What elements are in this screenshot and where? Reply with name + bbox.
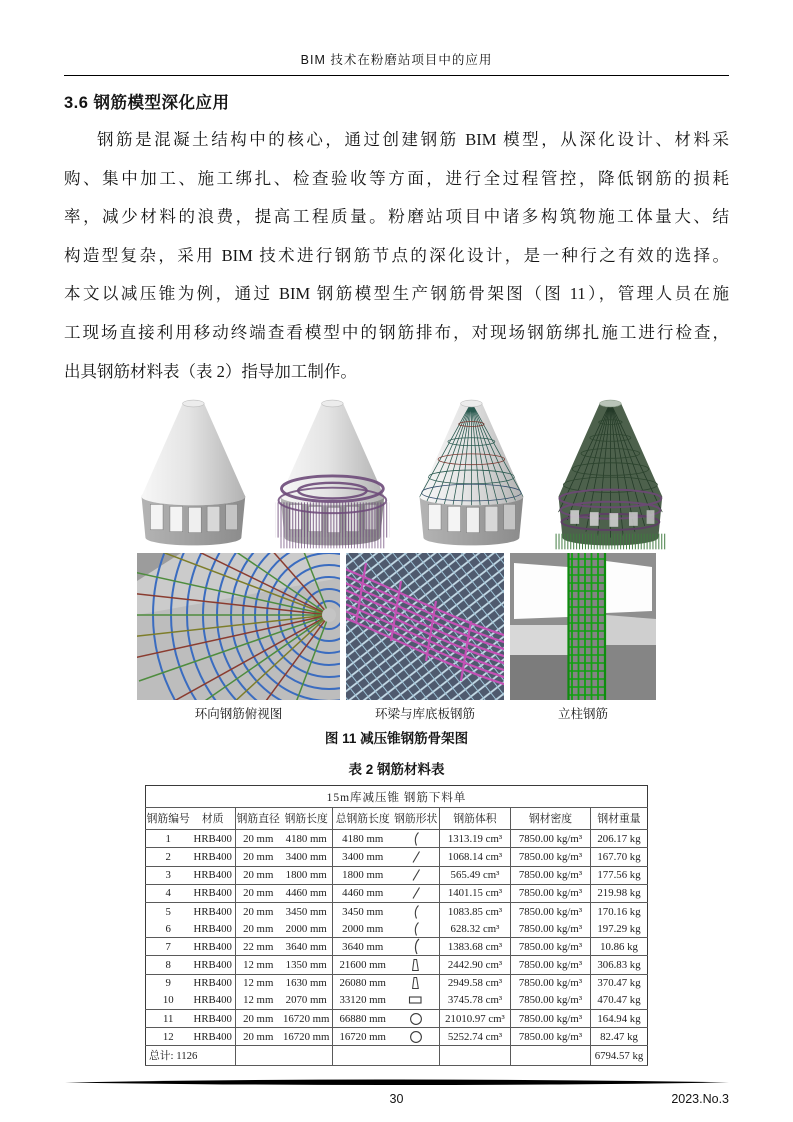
cell-total-length: 1800 mm	[332, 866, 392, 884]
cell-weight: 219.98 kg	[590, 884, 647, 902]
summary-total-weight: 6794.57 kg	[590, 1046, 647, 1066]
table-row	[145, 992, 647, 1010]
cell-shape	[392, 830, 439, 848]
paragraph-line: 工现场直接利用移动终端查看模型中的钢筋排布，对现场钢筋绑扎施工进行检查，	[64, 322, 729, 342]
cell-material: HRB400	[190, 956, 235, 974]
cell-diameter: 20 mm	[235, 920, 280, 938]
ring-beam-slab-rebar-image	[346, 553, 504, 700]
cell-material: HRB400	[190, 866, 235, 884]
cell-density: 7850.00 kg/m³	[510, 848, 590, 866]
running-header: BIM 技术在粉磨站项目中的应用	[64, 50, 729, 76]
figure-caption: 图 11 减压锥钢筋骨架图	[324, 731, 469, 747]
cell-material: HRB400	[190, 992, 235, 1010]
detail-caption: 环向钢筋俯视图	[194, 707, 283, 722]
cell-volume: 1068.14 cm³	[439, 848, 510, 866]
col-header-density: 钢材密度	[510, 808, 590, 830]
col-header-rebar-no: 钢筋编号	[145, 808, 190, 830]
cell-volume: 1383.68 cm³	[439, 938, 510, 956]
cell-density: 7850.00 kg/m³	[510, 938, 590, 956]
cell-length: 3400 mm	[280, 848, 332, 866]
cell-total-length: 3640 mm	[332, 938, 392, 956]
issue-label: 2023.No.3	[671, 1092, 729, 1107]
cell-weight: 177.56 kg	[590, 866, 647, 884]
figure-11	[64, 393, 729, 747]
cell-rebar-no: 1	[145, 830, 190, 848]
section-heading: 3.6 钢筋模型深化应用	[64, 94, 230, 112]
paragraph-line: 钢筋是混凝土结构中的核心，通过创建钢筋 BIM 模型，从深化设计、材料采	[97, 130, 729, 149]
cell-rebar-no: 8	[145, 956, 190, 974]
cell-volume: 1083.85 cm³	[439, 902, 510, 920]
table-title: 15m库减压锥 钢筋下料单	[145, 786, 647, 808]
table-row	[145, 956, 647, 974]
col-header-shape: 钢筋形状	[392, 808, 439, 830]
cell-rebar-no: 4	[145, 884, 190, 902]
cell-density: 7850.00 kg/m³	[510, 1028, 590, 1046]
cone-model-plain-image	[120, 393, 257, 553]
cell-material: HRB400	[190, 1010, 235, 1028]
cell-total-length: 4460 mm	[332, 884, 392, 902]
rebar-shape-icon	[409, 957, 422, 973]
cell-material: HRB400	[190, 938, 235, 956]
cell-weight: 167.70 kg	[590, 848, 647, 866]
cell-length: 2070 mm	[280, 992, 332, 1010]
cell-density: 7850.00 kg/m³	[510, 866, 590, 884]
paragraph-line: 出具钢筋材料表（表 2）指导加工制作。	[64, 361, 357, 381]
col-header-volume: 钢筋体积	[439, 808, 510, 830]
paragraph-line: 购、集中加工、施工绑扎、检查验收等方面，进行全过程管控，降低钢筋的损耗	[64, 168, 729, 188]
table-row	[145, 974, 647, 992]
footer-divider	[65, 1078, 729, 1087]
cell-material: HRB400	[190, 848, 235, 866]
table-row	[145, 884, 647, 902]
cell-weight: 164.94 kg	[590, 1010, 647, 1028]
cell-shape	[392, 866, 439, 884]
cell-length: 1350 mm	[280, 956, 332, 974]
cell-density: 7850.00 kg/m³	[510, 1010, 590, 1028]
cell-volume: 5252.74 cm³	[439, 1028, 510, 1046]
cell-volume: 1313.19 cm³	[439, 830, 510, 848]
cell-diameter: 20 mm	[235, 866, 280, 884]
cell-length: 1800 mm	[280, 866, 332, 884]
cell-rebar-no: 10	[145, 992, 190, 1010]
cell-weight: 170.16 kg	[597, 905, 641, 918]
cell-total-length: 26080 mm	[339, 977, 386, 990]
cone-model-cone-mesh-image	[398, 393, 535, 553]
cell-total-length: 16720 mm	[332, 1028, 392, 1046]
cell-diameter: 20 mm	[235, 830, 280, 848]
cone-model-base-rebar-image	[259, 393, 396, 553]
cell-rebar-no: 3	[145, 866, 190, 884]
cell-density: 7850.00 kg/m³	[510, 920, 590, 938]
table-row	[145, 938, 647, 956]
rebar-material-table	[145, 785, 648, 1066]
col-header-total-length: 总钢筋长度	[332, 808, 392, 830]
rebar-shape-icon	[410, 885, 422, 901]
cell-total-length: 3450 mm	[342, 905, 384, 918]
cell-density: 7850.00 kg/m³	[510, 992, 590, 1010]
cell-material: HRB400	[190, 830, 235, 848]
cell-weight: 10.86 kg	[590, 938, 647, 956]
material-table-body	[145, 830, 647, 1046]
summary-empty-cell	[332, 1046, 439, 1066]
cell-volume: 565.49 cm³	[439, 866, 510, 884]
cell-diameter: 22 mm	[235, 938, 280, 956]
cell-volume: 628.32 cm³	[439, 920, 510, 938]
cell-density: 7850.00 kg/m³	[510, 956, 590, 974]
cell-diameter: 20 mm	[235, 1010, 280, 1028]
col-header-diameter: 钢筋直径	[235, 808, 280, 830]
cell-shape	[392, 992, 439, 1010]
col-header-weight: 钢材重量	[590, 808, 647, 830]
rebar-shape-icon	[410, 938, 422, 955]
rebar-shape-icon	[410, 904, 422, 920]
cell-length: 2000 mm	[280, 920, 332, 938]
cell-rebar-no: 11	[145, 1010, 190, 1028]
hoop-rebar-plan-image	[137, 553, 340, 700]
cell-material: HRB400	[190, 920, 235, 938]
cell-length: 3450 mm	[280, 902, 332, 920]
col-header-length: 钢筋长度	[280, 808, 332, 830]
cell-diameter: 20 mm	[235, 884, 280, 902]
cell-length: 4460 mm	[280, 884, 332, 902]
cell-length: 3640 mm	[280, 938, 332, 956]
cell-density: 7850.00 kg/m³	[510, 830, 590, 848]
detail-view-row	[64, 553, 729, 700]
cell-density: 7850.00 kg/m³	[510, 884, 590, 902]
cell-material: HRB400	[190, 902, 235, 920]
cell-total-length: 4180 mm	[332, 830, 392, 848]
cone-model-full-rebar-image	[537, 393, 674, 553]
cell-total-length: 33120 mm	[332, 992, 392, 1010]
rebar-shape-icon	[410, 831, 422, 847]
table-title-row	[145, 786, 647, 808]
col-header-material: 材质	[190, 808, 235, 830]
cell-shape	[392, 938, 439, 956]
table-row	[145, 1028, 647, 1046]
cell-total-length: 66880 mm	[332, 1010, 392, 1028]
detail-caption: 立柱钢筋	[557, 707, 608, 722]
cell-shape	[392, 956, 439, 974]
detail-caption: 环梁与库底板钢筋	[374, 707, 475, 722]
cell-total-length: 2000 mm	[332, 920, 392, 938]
cell-diameter: 12 mm	[235, 992, 280, 1010]
page-number: 30	[389, 1092, 404, 1107]
cell-weight: 306.83 kg	[590, 956, 647, 974]
cell-weight: 82.47 kg	[590, 1028, 647, 1046]
cell-shape	[392, 884, 439, 902]
detail-caption-row	[64, 704, 729, 722]
cell-rebar-no: 9	[165, 977, 171, 990]
rebar-shape-icon	[410, 921, 422, 937]
cell-density: 7850.00 kg/m³	[510, 902, 590, 920]
cell-diameter: 20 mm	[235, 1028, 280, 1046]
table-header-row	[145, 808, 647, 830]
table-summary-row	[145, 1046, 647, 1066]
body-paragraph	[64, 121, 729, 391]
cell-material: HRB400	[190, 884, 235, 902]
cone-model-row	[64, 393, 729, 553]
rebar-shape-icon	[410, 867, 422, 883]
cell-volume: 21010.97 cm³	[439, 1010, 510, 1028]
cell-rebar-no: 6	[145, 920, 190, 938]
cell-total-length: 3400 mm	[332, 848, 392, 866]
cell-weight: 370.47 kg	[597, 977, 641, 990]
cell-rebar-no: 2	[145, 848, 190, 866]
paragraph-line: 率，减少材料的浪费，提高工程质量。粉磨站项目中诸多构筑物施工体量大、结	[64, 207, 729, 227]
cell-rebar-no: 7	[145, 938, 190, 956]
cell-length: 1630 mm	[280, 974, 332, 992]
summary-empty-cell	[235, 1046, 332, 1066]
cell-shape	[392, 920, 439, 938]
cell-length: 16720 mm	[280, 1010, 332, 1028]
cell-diameter: 20 mm	[235, 848, 280, 866]
cell-rebar-no: 5	[165, 905, 171, 918]
cell-diameter: 12 mm	[235, 956, 280, 974]
table-row	[145, 866, 647, 884]
rebar-shape-icon	[409, 1029, 423, 1045]
cell-weight: 197.29 kg	[590, 920, 647, 938]
cell-density: 7850.00 kg/m³	[510, 974, 590, 992]
summary-empty-cell	[510, 1046, 590, 1066]
cell-shape	[392, 848, 439, 866]
cell-diameter: 12 mm	[243, 977, 274, 990]
cell-diameter: 20 mm	[243, 905, 274, 918]
table-row	[145, 1010, 647, 1028]
cell-shape	[392, 974, 439, 992]
table-row	[145, 848, 647, 866]
cell-rebar-no: 12	[145, 1028, 190, 1046]
cell-material: HRB400	[190, 974, 235, 992]
cell-length: 4180 mm	[280, 830, 332, 848]
cell-shape	[392, 1010, 439, 1028]
table-caption: 表 2 钢筋材料表	[348, 762, 445, 778]
cell-volume: 1401.15 cm³	[439, 884, 510, 902]
cell-shape	[392, 902, 439, 920]
cell-weight: 470.47 kg	[590, 992, 647, 1010]
table-row	[145, 830, 647, 848]
cell-length: 16720 mm	[280, 1028, 332, 1046]
cell-material: HRB400	[190, 1028, 235, 1046]
summary-empty-cell	[439, 1046, 510, 1066]
table-row	[145, 920, 647, 938]
page-footer	[64, 1092, 729, 1110]
column-rebar-image	[510, 553, 656, 700]
rebar-shape-icon	[409, 975, 422, 991]
paragraph-line: 构造型复杂，采用 BIM 技术进行钢筋节点的深化设计，是一种行之有效的选择。	[64, 245, 729, 265]
cell-volume: 2442.90 cm³	[439, 956, 510, 974]
cell-volume: 2949.58 cm³	[439, 974, 510, 992]
rebar-shape-icon	[410, 849, 422, 865]
cell-volume: 3745.78 cm³	[439, 992, 510, 1010]
cell-total-length: 21600 mm	[332, 956, 392, 974]
table-row	[145, 902, 647, 920]
cell-shape	[392, 1028, 439, 1046]
cell-weight: 206.17 kg	[590, 830, 647, 848]
paragraph-line: 本文以减压锥为例，通过 BIM 钢筋模型生产钢筋骨架图（图 11），管理人员在施	[64, 284, 729, 304]
rebar-shape-icon	[409, 1011, 423, 1027]
rebar-shape-icon	[408, 992, 423, 1008]
summary-label: 总计: 1126	[145, 1046, 235, 1066]
